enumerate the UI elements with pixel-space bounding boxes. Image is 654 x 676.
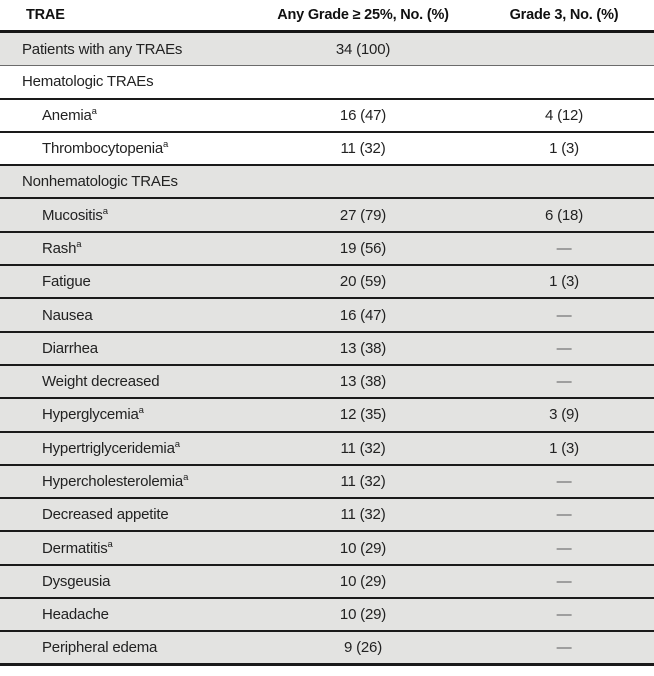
any-grade-cell: 13 (38) [339,339,387,357]
trae-cell [0,473,252,490]
table-row [0,333,654,366]
footnote-marker: a [107,538,113,550]
table-row [0,366,654,399]
grade3-cell: 1 (3) [549,140,579,158]
trae-cell [0,207,252,224]
trae-label: Nausea [42,306,93,324]
table-row [0,299,654,332]
table-row [0,33,654,66]
table-row [0,399,654,432]
grade3-cell: — [556,506,572,524]
table-row [0,499,654,532]
trae-label: Anemia [42,106,92,124]
trae-label: Decreased appetite [42,506,169,524]
table-row [0,566,654,599]
grade3-cell: — [556,638,572,656]
grade3-cell: 6 (18) [545,206,583,224]
trae-label: Dysgeusia [42,572,111,590]
trae-label: Hypertriglyceridemia [42,439,175,457]
any-grade-cell: 19 (56) [339,239,387,257]
trae-label: Rash [42,239,77,257]
grade3-cell: — [556,473,572,490]
trae-cell [0,406,252,423]
trae-label: Nonhematologic TRAEs [22,173,178,191]
footnote-marker: a [183,472,189,483]
table-row [0,233,654,266]
any-grade-cell: 20 (59) [339,273,387,291]
any-grade-cell: 9 (26) [344,638,382,656]
trae-cell [0,73,252,90]
table-header-row [0,0,654,33]
trae-label: Weight decreased [42,373,160,391]
trae-label: Diarrhea [42,339,98,357]
trae-cell [0,373,252,390]
column-header-any-grade: Any Grade ≥ 25%, No. (%) [277,7,449,23]
grade3-cell: 3 (9) [549,406,579,424]
table-row [0,133,654,166]
trae-cell [0,639,252,656]
trae-label: Fatigue [42,273,91,291]
table-row [0,632,654,665]
trae-cell [0,440,252,457]
any-grade-cell: 12 (35) [339,406,387,424]
footnote-marker: a [76,238,82,250]
any-grade-cell: 16 (47) [339,106,387,124]
trae-cell [0,41,252,58]
trae-cell [0,573,252,590]
any-grade-cell: 34 (100) [335,40,391,58]
trae-label: Peripheral edema [42,638,158,656]
any-grade-cell: 11 (32) [340,140,386,158]
trae-label: Hypercholesterolemia [42,473,184,490]
any-grade-cell: 10 (29) [339,572,387,590]
grade3-cell: 1 (3) [549,439,579,457]
grade3-cell: — [556,239,572,257]
trae-cell [0,240,252,257]
trae-label: Hyperglycemia [42,406,139,424]
trae-cell [0,273,252,290]
trae-cell [0,540,252,557]
any-grade-cell: 10 (29) [339,539,387,557]
footnote-marker: a [102,205,109,217]
table-row [0,266,654,299]
table-row [0,433,654,466]
table-row [0,199,654,232]
footnote-marker: a [163,139,169,151]
trae-cell [0,107,252,124]
trae-cell [0,173,252,190]
footnote-marker: a [174,438,181,450]
grade3-cell: 1 (3) [549,273,579,291]
column-header-grade3: Grade 3, No. (%) [509,7,619,23]
table-row [0,466,654,499]
any-grade-cell: 11 (32) [340,473,386,490]
trae-label: Hematologic TRAEs [22,73,154,91]
grade3-cell: 4 (12) [545,106,583,124]
any-grade-cell: 16 (47) [339,306,387,324]
trae-cell [0,307,252,324]
table-body [0,33,654,666]
trae-label: Thrombocytopenia [42,140,164,158]
trae-cell [0,506,252,523]
grade3-cell: — [556,306,572,324]
column-header-trae: TRAE [26,7,65,23]
footnote-marker: a [138,405,144,417]
trae-label: Mucositis [42,206,103,224]
any-grade-cell: 27 (79) [339,206,387,224]
footnote-marker: a [91,105,97,117]
any-grade-cell: 10 (29) [339,606,387,624]
grade3-cell: — [556,539,572,557]
trae-label: Dermatitis [42,539,108,557]
any-grade-cell: 11 (32) [340,439,386,457]
table-row [0,66,654,99]
any-grade-cell: 11 (32) [340,506,386,524]
table-row [0,532,654,565]
grade3-cell: — [556,572,572,590]
table-row [0,599,654,632]
grade3-cell: — [556,606,572,624]
table-row [0,100,654,133]
trae-cell [0,340,252,357]
any-grade-cell: 13 (38) [339,373,387,391]
trae-label: Patients with any TRAEs [22,40,183,58]
trae-cell [0,606,252,623]
trae-label: Headache [42,606,109,624]
trae-cell [0,140,252,157]
grade3-cell: — [556,373,572,391]
table-row [0,166,654,199]
grade3-cell: — [556,339,572,357]
